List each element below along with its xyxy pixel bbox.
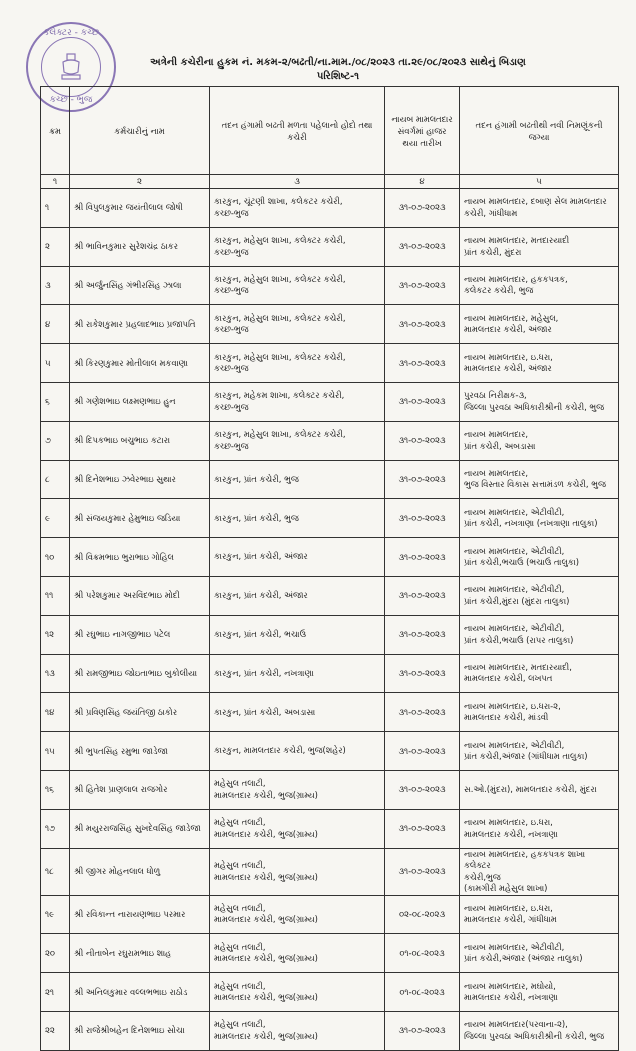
serial-number: ૨ — [41, 227, 70, 266]
employee-name: શ્રી ગણેશભાઇ લક્ષ્મણભાઇ હુન — [70, 382, 210, 421]
previous-post-line: મામલતદાર કચેરી, ભુજ(ગ્રામ્ય) — [214, 1030, 318, 1041]
seal-top-text: કલેક્ટર - કચ્છ — [43, 28, 99, 38]
new-posting-line: પ્રાંત કચેરી, નખત્રાણા (નખત્રાણા તાલુકા) — [464, 518, 598, 529]
joining-date: ૦૧-૦૮-૨૦૨૩ — [385, 934, 460, 973]
previous-post-line: મહેસુલ તલાટી, — [214, 902, 266, 913]
joining-date: ૦૧-૦૮-૨૦૨૩ — [385, 973, 460, 1012]
col-header-date: નાયબ મામલતદાર સંવર્ગમાં હાજર થયા તારીખ — [385, 87, 460, 175]
joining-date: ૩૧-૦૭-૨૦૨૩ — [385, 227, 460, 266]
joining-date: ૩૧-૦૭-૨૦૨૩ — [385, 266, 460, 305]
col-header-name: કર્મચારીનું નામ — [70, 87, 210, 175]
serial-number: ૧૭ — [41, 809, 70, 848]
previous-post — [210, 973, 385, 1012]
previous-post-line: મામલતદાર કચેરી, ભુજ(ગ્રામ્ય) — [214, 789, 318, 800]
previous-post — [210, 227, 385, 266]
joining-date: ૩૧-૦૭-૨૦૨૩ — [385, 1011, 460, 1050]
new-posting — [460, 1011, 619, 1050]
new-posting-line: પ્રાંત કચેરી,અંજાર (ગાંધીધામ તાલુકા) — [464, 751, 588, 762]
serial-number: ૧૩ — [41, 654, 70, 693]
serial-number: ૧૧ — [41, 576, 70, 615]
table-row — [41, 615, 619, 654]
new-posting-line: નાયબ મામલતદાર, એટીવીટી, — [464, 584, 565, 595]
employee-name: શ્રી વિક્રમભાઇ ભુરાભાઇ ગોહિલ — [70, 538, 210, 577]
table-row — [41, 189, 619, 228]
previous-post — [210, 266, 385, 305]
previous-post-line: કારકુન, મહેસુલ શાખા, કલેક્ટર કચેરી, — [214, 312, 346, 323]
previous-post-line: કારકુન, પ્રાંત કચેરી, નખત્રાણા — [214, 667, 314, 678]
previous-post-line: કચ્છ-ભુજ — [214, 440, 249, 451]
appendix-title: પરિશિષ્ટ-૧ — [316, 71, 360, 82]
column-index: ૫ — [460, 175, 619, 189]
new-posting-line: મામલતદાર કચેરી, માંડવી — [464, 712, 549, 723]
previous-post-line: કચ્છ-ભુજ — [214, 285, 249, 296]
seal-bottom-text: કચ્છ - ભુજ — [49, 95, 93, 105]
table-row — [41, 770, 619, 809]
previous-post-line: મામલતદાર કચેરી, ભુજ(ગ્રામ્ય) — [214, 953, 318, 964]
previous-post-line: કારકુન, મહેસુલ શાખા, કલેક્ટર કચેરી, — [214, 273, 346, 284]
joining-date: ૩૧-૦૭-૨૦૨૩ — [385, 538, 460, 577]
previous-post — [210, 654, 385, 693]
previous-post-line: કારકુન, મહેસુલ શાખા, કલેક્ટર કચેરી, — [214, 429, 346, 440]
document-header — [128, 56, 548, 84]
previous-post-line: મામલતદાર કચેરી, ભુજ(ગ્રામ્ય) — [214, 914, 318, 925]
new-posting — [460, 189, 619, 228]
serial-number: ૨૨ — [41, 1011, 70, 1050]
employee-name: શ્રી નીતાબેન રઘુરામભાઇ શાહ — [70, 934, 210, 973]
table-row — [41, 227, 619, 266]
previous-post-line: મહેસુલ તલાટી, — [214, 1019, 266, 1030]
employee-name: શ્રી પરેશકુમાર અરવિંદભાઇ મોદી — [70, 576, 210, 615]
employee-name: શ્રી મયુરરાજસિંહ સુખદેવસિંહ જાડેજા — [70, 809, 210, 848]
employee-name: શ્રી રાજેશ્રીબહેન દિનેશભાઇ સોચા — [70, 1011, 210, 1050]
new-posting — [460, 499, 619, 538]
previous-post-line: મહેસુલ તલાટી, — [214, 941, 266, 952]
joining-date: ૩૧-૦૭-૨૦૨૩ — [385, 732, 460, 771]
table-row — [41, 973, 619, 1012]
new-posting-line: જિલ્લા પુરવઠા અધિકારીશ્રીની કચેરી, ભુજ — [464, 401, 605, 412]
new-posting-line: પ્રાંત કચેરી,ભચાઉ (રાપર તાલુકા) — [464, 634, 574, 645]
new-posting-line: નાયબ મામલતદાર, એટીવીટી, — [464, 623, 565, 634]
new-posting-line: નાયબ મામલતદાર, ઇ.ધરા, — [464, 817, 553, 828]
employee-name: શ્રી વિપુલકુમાર જયંતીલાલ જોષી — [70, 189, 210, 228]
serial-number: ૮ — [41, 460, 70, 499]
new-posting-line: નાયબ મામલતદાર, મતદારયાદી — [464, 235, 570, 246]
previous-post-line: મહેસુલ તલાટી, — [214, 817, 266, 828]
serial-number: ૪ — [41, 305, 70, 344]
employee-name: શ્રી જીગર મોહનલાલ ધોળુ — [70, 848, 210, 895]
serial-number: ૧૬ — [41, 770, 70, 809]
employee-name: શ્રી અર્જુનસિંહ ગંભીરસિંહ ઝાલા — [70, 266, 210, 305]
previous-post — [210, 189, 385, 228]
joining-date: ૩૧-૦૭-૨૦૨૩ — [385, 809, 460, 848]
previous-post-line: કચ્છ-ભુજ — [214, 401, 249, 412]
new-posting — [460, 693, 619, 732]
new-posting-line: નાયબ મામલતદાર, દબાણ સેલ મામલતદાર — [464, 196, 607, 207]
previous-post — [210, 460, 385, 499]
previous-post-line: કારકુન, પ્રાંત કચેરી, અંજાર — [214, 551, 308, 562]
employee-name: શ્રી કિરણકુમાર મોતીલાલ મકવાણા — [70, 344, 210, 383]
previous-post-line: કારકુન, પ્રાંત કચેરી, ભચાઉ — [214, 628, 306, 639]
joining-date: ૩૧-૦૭-૨૦૨૩ — [385, 615, 460, 654]
previous-post-line: કારકુન, મહેસુલ શાખા, કલેક્ટર કચેરી, — [214, 235, 346, 246]
previous-post-line: કારકુન, પ્રાંત કચેરી, ભુજ — [214, 473, 299, 484]
new-posting-line: જિલ્લા પુરવઠા અધિકારીશ્રીની કચેરી, ભુજ — [464, 1030, 605, 1041]
new-posting — [460, 305, 619, 344]
table-row — [41, 895, 619, 934]
new-posting-line: પ્રાંત કચેરી,અંજાર (અંજાર તાલુકા) — [464, 953, 583, 964]
table-header-row — [41, 87, 619, 175]
new-posting — [460, 654, 619, 693]
previous-post-line: કારકુન, મહેસુલ શાખા, કલેક્ટર કચેરી, — [214, 351, 346, 362]
serial-number: ૧ — [41, 189, 70, 228]
previous-post-line: મામલતદાર કચેરી, ભુજ(ગ્રામ્ય) — [214, 828, 318, 839]
column-index: ૪ — [385, 175, 460, 189]
new-posting — [460, 344, 619, 383]
previous-post — [210, 615, 385, 654]
employee-name: શ્રી સંજયકુમાર હેમુભાઇ જડિયા — [70, 499, 210, 538]
new-posting-line: પ્રાંત કચેરી, અબડાસા — [464, 440, 536, 451]
employee-name: શ્રી દિનેશભાઇ ઝવેરભાઇ સુથાર — [70, 460, 210, 499]
employee-name: શ્રી ભાવિનકુમાર સુરેશચંદ્ર ઠાકર — [70, 227, 210, 266]
new-posting — [460, 973, 619, 1012]
new-posting-line: ભુજ વિસ્તાર વિકાસ સત્તામંડળ કચેરી, ભુજ — [464, 479, 606, 490]
new-posting — [460, 266, 619, 305]
new-posting — [460, 421, 619, 460]
employee-name: શ્રી દિપકભાઇ બચુભાઇ કટારા — [70, 421, 210, 460]
new-posting-line: પ્રાંત કચેરી, મુંદરા — [464, 246, 522, 257]
previous-post — [210, 499, 385, 538]
previous-post-line: મહેસુલ તલાટી, — [214, 778, 266, 789]
new-posting-line: મામલતદાર કચેરી, અંજાર — [464, 363, 552, 374]
joining-date: ૩૧-૦૭-૨૦૨૩ — [385, 654, 460, 693]
previous-post-line: કચ્છ-ભુજ — [214, 246, 249, 257]
new-posting — [460, 227, 619, 266]
previous-post-line: કચ્છ-ભુજ — [214, 363, 249, 374]
previous-post-line: મામલતદાર કચેરી, ભુજ(ગ્રામ્ય) — [214, 992, 318, 1003]
joining-date: ૦૨-૦૮-૨૦૨૩ — [385, 895, 460, 934]
serial-number: ૧૪ — [41, 693, 70, 732]
previous-post — [210, 538, 385, 577]
previous-post-line: કારકુન, પ્રાંત કચેરી, ભુજ — [214, 512, 299, 523]
table-row — [41, 538, 619, 577]
previous-post — [210, 934, 385, 973]
joining-date: ૩૧-૦૭-૨૦૨૩ — [385, 770, 460, 809]
employee-name: શ્રી અનિલકુમાર વલ્લભભાઇ રાઠોડ — [70, 973, 210, 1012]
joining-date: ૩૧-૦૭-૨૦૨૩ — [385, 576, 460, 615]
table-row — [41, 421, 619, 460]
table-row — [41, 1011, 619, 1050]
joining-date: ૩૧-૦૭-૨૦૨૩ — [385, 189, 460, 228]
previous-post — [210, 895, 385, 934]
new-posting-line: નાયબ મામલતદાર, ઇ.ધરા, — [464, 902, 553, 913]
table-row — [41, 382, 619, 421]
previous-post — [210, 421, 385, 460]
previous-post-line: કારકુન, મહેકમ શાખા, કલેક્ટર કચેરી, — [214, 390, 345, 401]
column-index-row — [41, 175, 619, 189]
new-posting — [460, 732, 619, 771]
new-posting — [460, 934, 619, 973]
table-row — [41, 654, 619, 693]
serial-number: ૨૧ — [41, 973, 70, 1012]
new-posting-line: નાયબ મામલતદાર, એટીવીટી, — [464, 545, 565, 556]
table-row — [41, 305, 619, 344]
promotion-table — [40, 86, 619, 1051]
employee-name: શ્રી પ્રવિણસિંહ જયંતિજી ઠાકોર — [70, 693, 210, 732]
new-posting — [460, 538, 619, 577]
joining-date: ૩૧-૦૭-૨૦૨૩ — [385, 499, 460, 538]
new-posting — [460, 809, 619, 848]
serial-number: ૫ — [41, 344, 70, 383]
new-posting-line: નાયબ મામલતદાર, એટીવીટી, — [464, 739, 565, 750]
previous-post — [210, 1011, 385, 1050]
previous-post — [210, 576, 385, 615]
emblem-icon — [58, 52, 84, 82]
employee-name: શ્રી રવિકાન્ત નારાયણભાઇ પરમાર — [70, 895, 210, 934]
table-row — [41, 732, 619, 771]
employee-name: શ્રી રાકેશકુમાર પ્રહલાદભાઇ પ્રજાપતિ — [70, 305, 210, 344]
previous-post — [210, 693, 385, 732]
new-posting-line: નાયબ મામલતદાર, હકકપત્રક, — [464, 273, 568, 284]
joining-date: ૩૧-૦૭-૨૦૨૩ — [385, 693, 460, 732]
serial-number: ૯ — [41, 499, 70, 538]
serial-number: ૬ — [41, 382, 70, 421]
col-header-newpost: તદન હંગામી બઢતીથી નવી નિમણૂંકની જગ્યા — [460, 87, 619, 175]
previous-post — [210, 848, 385, 895]
col-header-sr: ક્રમ — [41, 87, 70, 175]
new-posting-line: નાયબ મામલતદાર, ઇ.ધરા-૨, — [464, 700, 561, 711]
new-posting — [460, 770, 619, 809]
serial-number: ૧૦ — [41, 538, 70, 577]
column-index: ૨ — [70, 175, 210, 189]
new-posting-line: કચેરી, ગાંધીધામ — [464, 207, 518, 218]
column-index: ૧ — [41, 175, 70, 189]
joining-date: ૩૧-૦૭-૨૦૨૩ — [385, 460, 460, 499]
new-posting-line: કચેરી,ભુજ — [464, 871, 501, 882]
table-row — [41, 460, 619, 499]
new-posting-line: મામલતદાર કચેરી, લખપત — [464, 673, 553, 684]
serial-number: ૧૫ — [41, 732, 70, 771]
employee-name: શ્રી હિતેશ પ્રાણલાલ રાજગોર — [70, 770, 210, 809]
new-posting-line: નાયબ મામલતદાર, ઇ.ધરા, — [464, 351, 553, 362]
previous-post — [210, 809, 385, 848]
new-posting — [460, 382, 619, 421]
new-posting-line: નાયબ મામલતદાર, — [464, 429, 529, 440]
new-posting — [460, 576, 619, 615]
new-posting-line: પુરવઠા નિરીક્ષક-૩, — [464, 390, 527, 401]
previous-post-line: કારકુન, પ્રાંત કચેરી, અંજાર — [214, 590, 308, 601]
previous-post-line: મામલતદાર કચેરી, ભુજ(ગ્રામ્ય) — [214, 871, 318, 882]
previous-post-line: કચ્છ-ભુજ — [214, 207, 249, 218]
joining-date: ૩૧-૦૭-૨૦૨૩ — [385, 344, 460, 383]
serial-number: ૭ — [41, 421, 70, 460]
new-posting — [460, 848, 619, 895]
previous-post — [210, 770, 385, 809]
new-posting-line: મામલતદાર કચેરી, નખત્રાણા — [464, 828, 558, 839]
table-row — [41, 266, 619, 305]
new-posting — [460, 460, 619, 499]
joining-date: ૩૧-૦૭-૨૦૨૩ — [385, 305, 460, 344]
new-posting — [460, 615, 619, 654]
serial-number: ૩ — [41, 266, 70, 305]
table-row — [41, 848, 619, 895]
new-posting-line: પ્રાંત કચેરી,ભચાઉ (ભચાઉ તાલુકા) — [464, 557, 580, 568]
table-body — [41, 189, 619, 1051]
previous-post — [210, 305, 385, 344]
column-index: ૩ — [210, 175, 385, 189]
new-posting-line: મામલતદાર કચેરી, નખત્રાણા — [464, 992, 558, 1003]
new-posting-line: નાયબ મામલતદાર, — [464, 467, 529, 478]
previous-post-line: મહેસુલ તલાટી, — [214, 980, 266, 991]
new-posting-line: નાયબ મામલતદાર, મઘોયો, — [464, 980, 556, 991]
new-posting-line: નાયબ મામલતદાર, એટીવીટી, — [464, 941, 565, 952]
new-posting — [460, 895, 619, 934]
previous-post — [210, 732, 385, 771]
table-row — [41, 344, 619, 383]
table-row — [41, 693, 619, 732]
serial-number: ૨૦ — [41, 934, 70, 973]
previous-post — [210, 382, 385, 421]
employee-name: શ્રી રામજીભાઇ જોઇતાભાઇ બુકોલીયા — [70, 654, 210, 693]
new-posting-line: સ.ઓ.(મુંદરા), મામલતદાર કચેરી, મુંદરા — [464, 784, 597, 795]
serial-number: ૧૨ — [41, 615, 70, 654]
joining-date: ૩૧-૦૭-૨૦૨૩ — [385, 421, 460, 460]
previous-post-line: કારકુન, મામલતદાર કચેરી, ભુજ(શહેર) — [214, 745, 346, 756]
new-posting-line: (કામગીરી મહેસુલ શાખા) — [464, 883, 548, 894]
joining-date: ૩૧-૦૭-૨૦૨૩ — [385, 382, 460, 421]
previous-post-line: કારકુન, પ્રાંત કચેરી, અબડાસા — [214, 706, 316, 717]
table-row — [41, 934, 619, 973]
order-reference: અત્રેની કચેરીના હુકમ નં. મકમ-૨/બઢતી/ના.મામ./૦૮/૨૦૨૩ તા.૨૯/૦૮/૨૦૨૩ સાથેનું બિડાણ — [150, 57, 526, 68]
new-posting-line: નાયબ મામલતદાર, મતદારયાદી, — [464, 661, 572, 672]
new-posting-line: પ્રાંત કચેરી,મુંદરા (મુંદરા તાલુકા) — [464, 595, 570, 606]
new-posting-line: મામલતદાર કચેરી, અંજાર — [464, 324, 552, 335]
new-posting-line: નાયબ મામલતદાર, હકકપત્રક શાખા કલેક્ટર — [464, 848, 586, 871]
new-posting-line: નાયબ મામલતદાર(પરવાના-૨), — [464, 1019, 568, 1030]
previous-post — [210, 344, 385, 383]
serial-number: ૧૮ — [41, 848, 70, 895]
col-header-office: તદન હંગામી બઢતી મળતા પહેલાનો હોદો તથા કચેરી — [210, 87, 385, 175]
employee-name: શ્રી ભુપતસિંહ રમુભા જાડેજા — [70, 732, 210, 771]
previous-post-line: કચ્છ-ભુજ — [214, 324, 249, 335]
serial-number: ૧૯ — [41, 895, 70, 934]
table-row — [41, 499, 619, 538]
previous-post-line: કારકુન, ચૂંટણી શાખા, કલેકટર કચેરી, — [214, 196, 343, 207]
new-posting-line: મામલતદાર કચેરી, ગાંધીધામ — [464, 914, 557, 925]
table-row — [41, 809, 619, 848]
joining-date: ૩૧-૦૭-૨૦૨૩ — [385, 848, 460, 895]
previous-post-line: મહેસુલ તલાટી, — [214, 860, 266, 871]
new-posting-line: નાયબ મામલતદાર, એટીવીટી, — [464, 506, 565, 517]
new-posting-line: નાયબ મામલતદાર, મહેસુલ, — [464, 312, 559, 323]
table-row — [41, 576, 619, 615]
employee-name: શ્રી રઘુભાઇ નાગજીભાઇ પટેલ — [70, 615, 210, 654]
new-posting-line: કલેકટર કચેરી, ભુજ — [464, 285, 534, 296]
